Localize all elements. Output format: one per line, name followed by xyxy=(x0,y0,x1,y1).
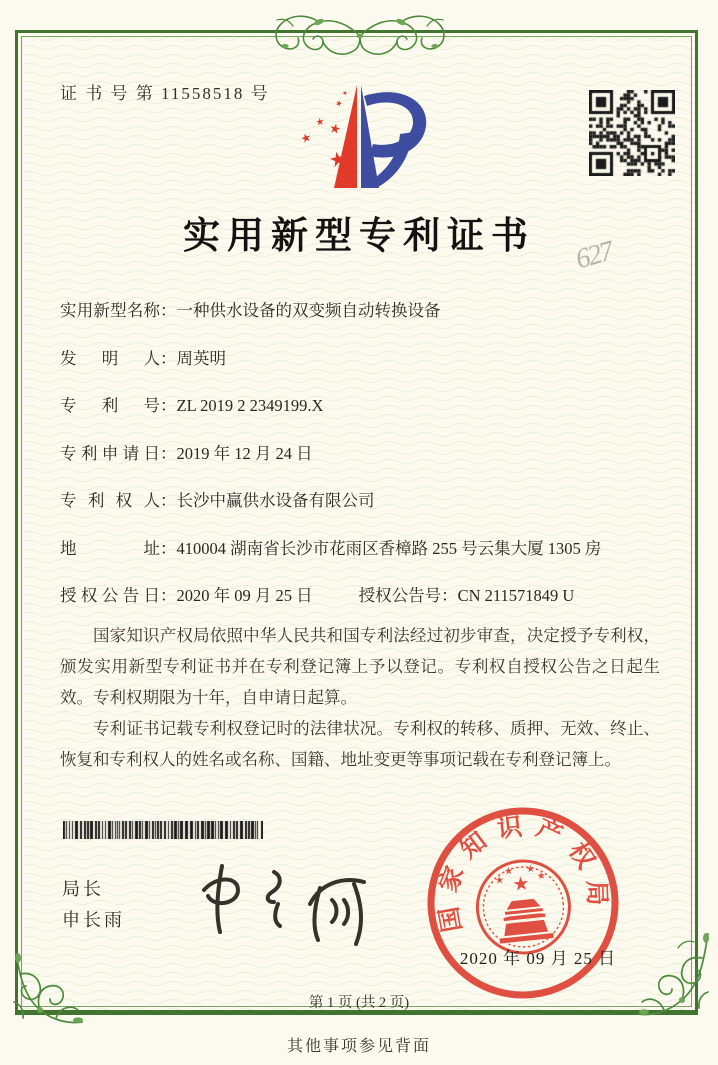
logo-star-icon: ★ xyxy=(327,119,343,138)
qr-code xyxy=(589,90,675,176)
seal-star-icon: ★ xyxy=(511,873,531,896)
field-row-grant xyxy=(60,582,672,609)
field-row-patentee xyxy=(60,487,672,514)
certificate-fields xyxy=(60,297,672,630)
top-flourish-ornament-icon xyxy=(263,6,457,64)
official-seal-icon xyxy=(424,804,622,1002)
field-row-address xyxy=(60,535,672,562)
field-value: 一种供水设备的双变频自动转换设备 xyxy=(176,301,441,320)
svg-text:国家知识产权局 xyxy=(425,804,614,934)
logo-star-icon: ★ xyxy=(314,116,326,129)
field-value: CN 211571849 U xyxy=(457,586,575,605)
seal-star-icon: ★ xyxy=(536,870,547,883)
field-label: 地址 xyxy=(60,538,160,558)
director-title: 局长 xyxy=(62,879,104,899)
field-row-patent-number xyxy=(60,392,672,419)
field-label: 授权公告日 xyxy=(60,586,160,605)
certificate-title: 实用新型专利证书 xyxy=(183,216,535,257)
colon: ： xyxy=(441,586,458,605)
grant-date-pair xyxy=(60,586,313,605)
field-label: 专利号 xyxy=(60,396,160,415)
colon: ： xyxy=(160,348,177,368)
field-row-inventor xyxy=(60,345,672,372)
colon: ： xyxy=(160,396,177,415)
field-label: 专利申请日 xyxy=(60,443,160,463)
field-label: 发明人 xyxy=(60,348,160,368)
field-row-filing-date xyxy=(60,440,672,467)
grant-number-pair xyxy=(359,586,575,605)
field-label: 专利权人 xyxy=(60,491,160,510)
certificate-number: 证 书 号 第 11558518 号 xyxy=(60,84,270,103)
barcode xyxy=(63,821,263,839)
seal-star-icon: ★ xyxy=(525,863,536,876)
reverse-side-note: 其他事项参见背面 xyxy=(286,1038,431,1055)
colon: ： xyxy=(160,301,177,320)
field-value: 周英明 xyxy=(176,348,226,368)
cnipa-patent-logo-icon xyxy=(288,82,430,196)
colon: ： xyxy=(160,443,177,463)
field-value: 2019 年 12 月 24 日 xyxy=(176,443,313,463)
colon: ： xyxy=(160,586,177,605)
field-label: 实用新型名称 xyxy=(60,301,160,320)
logo-star-icon: ★ xyxy=(333,98,344,109)
field-label: 授权公告号 xyxy=(358,586,442,605)
colon: ： xyxy=(160,491,177,510)
field-row-utility-name xyxy=(60,297,672,324)
bottom-right-flourish-ornament-icon xyxy=(634,930,716,1036)
field-value: 410004 湖南省长沙市花雨区香樟路 255 号云集大厦 1305 房 xyxy=(176,538,602,558)
seal-date: 2020 年 09 月 25 日 xyxy=(459,949,617,968)
seal-star-icon: ★ xyxy=(494,874,505,887)
legal-text xyxy=(60,620,660,775)
logo-star-icon: ★ xyxy=(326,147,350,173)
pencil-annotation: 627 xyxy=(572,235,616,276)
seal-org-text: 国家知识产权局 xyxy=(433,812,611,934)
legal-paragraph-2: 专利证书记载专利权登记时的法律状况。专利权的转移、质押、无效、终止、恢复和专利权人的姓名或名称、国籍、地址变更等事项记载在专利登记簿上。 xyxy=(60,719,660,769)
director-name: 申长雨 xyxy=(62,910,125,930)
field-value: ZL 2019 2 2349199.X xyxy=(176,396,324,415)
legal-paragraph-1: 国家知识产权局依照中华人民共和国专利法经过初步审查，决定授予专利权，颁发实用新型专利证书并在专利登记簿上予以登记。专利权自授权公告之日起生效。专利权期限为十年，自申请日起算。 xyxy=(60,626,660,707)
colon: ： xyxy=(160,538,177,558)
field-value: 2020 年 09 月 25 日 xyxy=(176,586,313,605)
director-signature-icon xyxy=(182,852,382,950)
seal-star-icon: ★ xyxy=(503,865,514,878)
officials-block xyxy=(62,874,125,936)
field-value: 长沙中赢供水设备有限公司 xyxy=(176,491,375,510)
logo-star-icon: ★ xyxy=(298,129,314,147)
logo-star-icon: ★ xyxy=(340,89,349,98)
page-indicator: 第 1 页 (共 2 页) xyxy=(308,995,410,1011)
